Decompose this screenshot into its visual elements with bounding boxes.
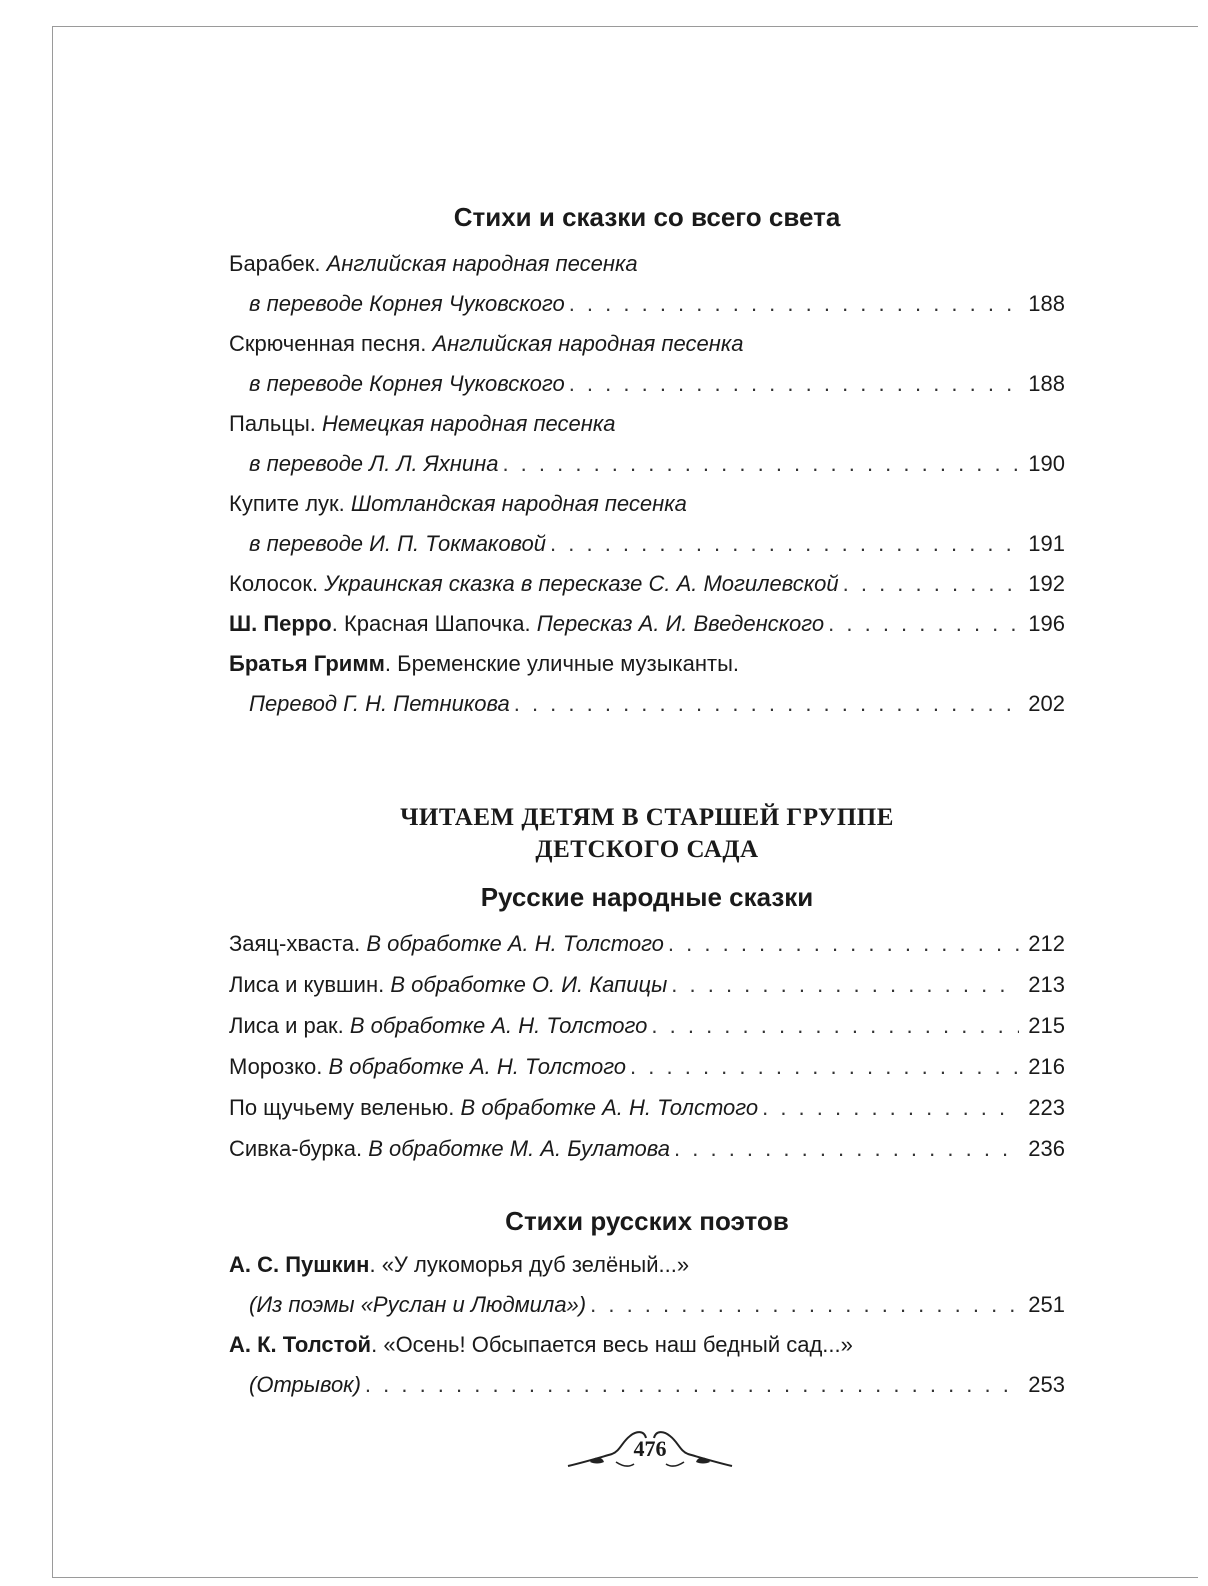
entry-note: В обработке М. А. Булатова xyxy=(368,1136,671,1161)
entry-note: Шотландская народная песенка xyxy=(350,491,687,516)
entry-note: В обработке А. Н. Толстого xyxy=(460,1095,759,1120)
page-number: 223 xyxy=(1028,1095,1065,1120)
dot-leader xyxy=(668,924,1019,964)
page-number: 215 xyxy=(1028,1013,1065,1038)
page-number: 213 xyxy=(1028,972,1065,997)
punctuation: . xyxy=(369,1252,376,1277)
toc-entry-cont xyxy=(229,364,1065,404)
dot-leader xyxy=(674,1129,1019,1169)
page-number: 212 xyxy=(1028,931,1065,956)
toc-entry-cont xyxy=(229,684,1065,724)
entry-translator: в переводе Корнея Чуковского xyxy=(249,291,565,316)
punctuation: . xyxy=(371,1332,378,1357)
entry-author: Братья Гримм xyxy=(229,651,385,676)
dot-leader xyxy=(630,1047,1019,1087)
page-number: 188 xyxy=(1028,291,1065,316)
entry-title: Барабек. xyxy=(229,251,321,276)
toc-entry-cont xyxy=(229,1365,1065,1405)
entry-title: Заяц-хваста. xyxy=(229,931,361,956)
entry-note: Украинская сказка в пересказе С. А. Могилевской xyxy=(324,571,839,596)
entry-author: А. С. Пушкин xyxy=(229,1252,370,1277)
punctuation: . xyxy=(384,651,392,676)
page-number: 190 xyxy=(1028,451,1065,476)
dot-leader xyxy=(590,1285,1019,1325)
entry-note: В обработке А. Н. Толстого xyxy=(328,1054,627,1079)
entry-translator: Перевод Г. Н. Петникова xyxy=(249,691,510,716)
dot-leader xyxy=(365,1365,1019,1405)
toc-entry xyxy=(229,604,1065,644)
entry-translator: в переводе Корнея Чуковского xyxy=(249,371,565,396)
entry-title: «Осень! Обсыпается весь наш бедный сад...» xyxy=(383,1332,853,1357)
toc-entry xyxy=(229,1006,1065,1046)
toc-entry xyxy=(229,244,1065,284)
page-number: 202 xyxy=(1028,691,1065,716)
toc-entry xyxy=(229,564,1065,604)
dot-leader xyxy=(550,524,1019,564)
dot-leader xyxy=(514,684,1019,724)
dot-leader xyxy=(671,965,1019,1005)
toc-entry xyxy=(229,965,1065,1005)
part-title-line2: ДЕТСКОГО САДА xyxy=(535,836,759,863)
entry-source: (Из поэмы «Руслан и Людмила») xyxy=(249,1292,587,1317)
entry-note: Английская народная песенка xyxy=(432,331,744,356)
entry-author: Ш. Перро xyxy=(229,611,332,636)
part-title-line1: ЧИТАЕМ ДЕТЯМ В СТАРШЕЙ ГРУППЕ xyxy=(400,804,894,831)
entry-title: Лиса и рак. xyxy=(229,1013,344,1038)
entry-title: Пальцы. xyxy=(229,411,316,436)
page-number: 253 xyxy=(1028,1372,1065,1397)
entry-title: Морозко. xyxy=(229,1054,323,1079)
page-footer xyxy=(560,1418,740,1488)
page-number: 251 xyxy=(1028,1292,1065,1317)
toc-entry xyxy=(229,1245,1065,1285)
dot-leader xyxy=(762,1088,1019,1128)
entry-title: «У лукоморья дуб зелёный...» xyxy=(381,1252,690,1277)
page-number: 216 xyxy=(1028,1054,1065,1079)
entry-title: Лиса и кувшин. xyxy=(229,972,385,997)
page-number: 196 xyxy=(1028,611,1065,636)
toc-entry xyxy=(229,924,1065,964)
page-number: 188 xyxy=(1028,371,1065,396)
dot-leader xyxy=(502,444,1019,484)
dot-leader xyxy=(569,364,1019,404)
entry-note: В обработке А. Н. Толстого xyxy=(366,931,664,956)
dot-leader xyxy=(651,1006,1019,1046)
dot-leader xyxy=(843,564,1019,604)
toc-entry-cont xyxy=(229,284,1065,324)
toc-entry-cont xyxy=(229,524,1065,564)
section-title: Русские народные сказки xyxy=(480,882,814,912)
toc-entry xyxy=(229,644,1065,684)
entry-title: Бременские уличные музыканты. xyxy=(397,651,739,676)
page-number: 192 xyxy=(1028,571,1065,596)
section-title: Стихи русских поэтов xyxy=(505,1206,789,1236)
toc-entry-cont xyxy=(229,444,1065,484)
punctuation: . xyxy=(331,611,338,636)
entry-title: Красная Шапочка. xyxy=(343,611,531,636)
entry-translator: в переводе Л. Л. Яхнина xyxy=(249,451,499,476)
entry-title: Купите лук. xyxy=(229,491,345,516)
toc-entry xyxy=(229,484,1065,524)
toc-entry-cont xyxy=(229,1285,1065,1325)
page-number-footer: 476 xyxy=(633,1436,667,1461)
page-number: 236 xyxy=(1028,1136,1065,1161)
entry-note: Немецкая народная песенка xyxy=(322,411,616,436)
toc-entry xyxy=(229,1088,1065,1128)
toc-entry xyxy=(229,324,1065,364)
entry-note: В обработке О. И. Капицы xyxy=(390,972,668,997)
toc-entry xyxy=(229,1047,1065,1087)
entry-translator: в переводе И. П. Токмаковой xyxy=(249,531,547,556)
toc-entry xyxy=(229,1129,1065,1169)
entry-note: Пересказ А. И. Введенского xyxy=(536,611,825,636)
entry-author: А. К. Толстой xyxy=(229,1332,372,1357)
entry-note: В обработке А. Н. Толстого xyxy=(349,1013,648,1038)
dot-leader xyxy=(828,604,1019,644)
entry-title: Скрюченная песня. xyxy=(229,331,427,356)
entry-title: По щучьему веленью. xyxy=(229,1095,455,1120)
entry-title: Сивка-бурка. xyxy=(229,1136,363,1161)
page-number: 191 xyxy=(1028,531,1065,556)
toc-entry xyxy=(229,404,1065,444)
entry-note: Английская народная песенка xyxy=(326,251,638,276)
dot-leader xyxy=(569,284,1019,324)
entry-title: Колосок. xyxy=(229,571,319,596)
entry-source: (Отрывок) xyxy=(249,1372,361,1397)
section-title: Стихи и сказки со всего света xyxy=(453,202,841,232)
toc-entry xyxy=(229,1325,1065,1365)
